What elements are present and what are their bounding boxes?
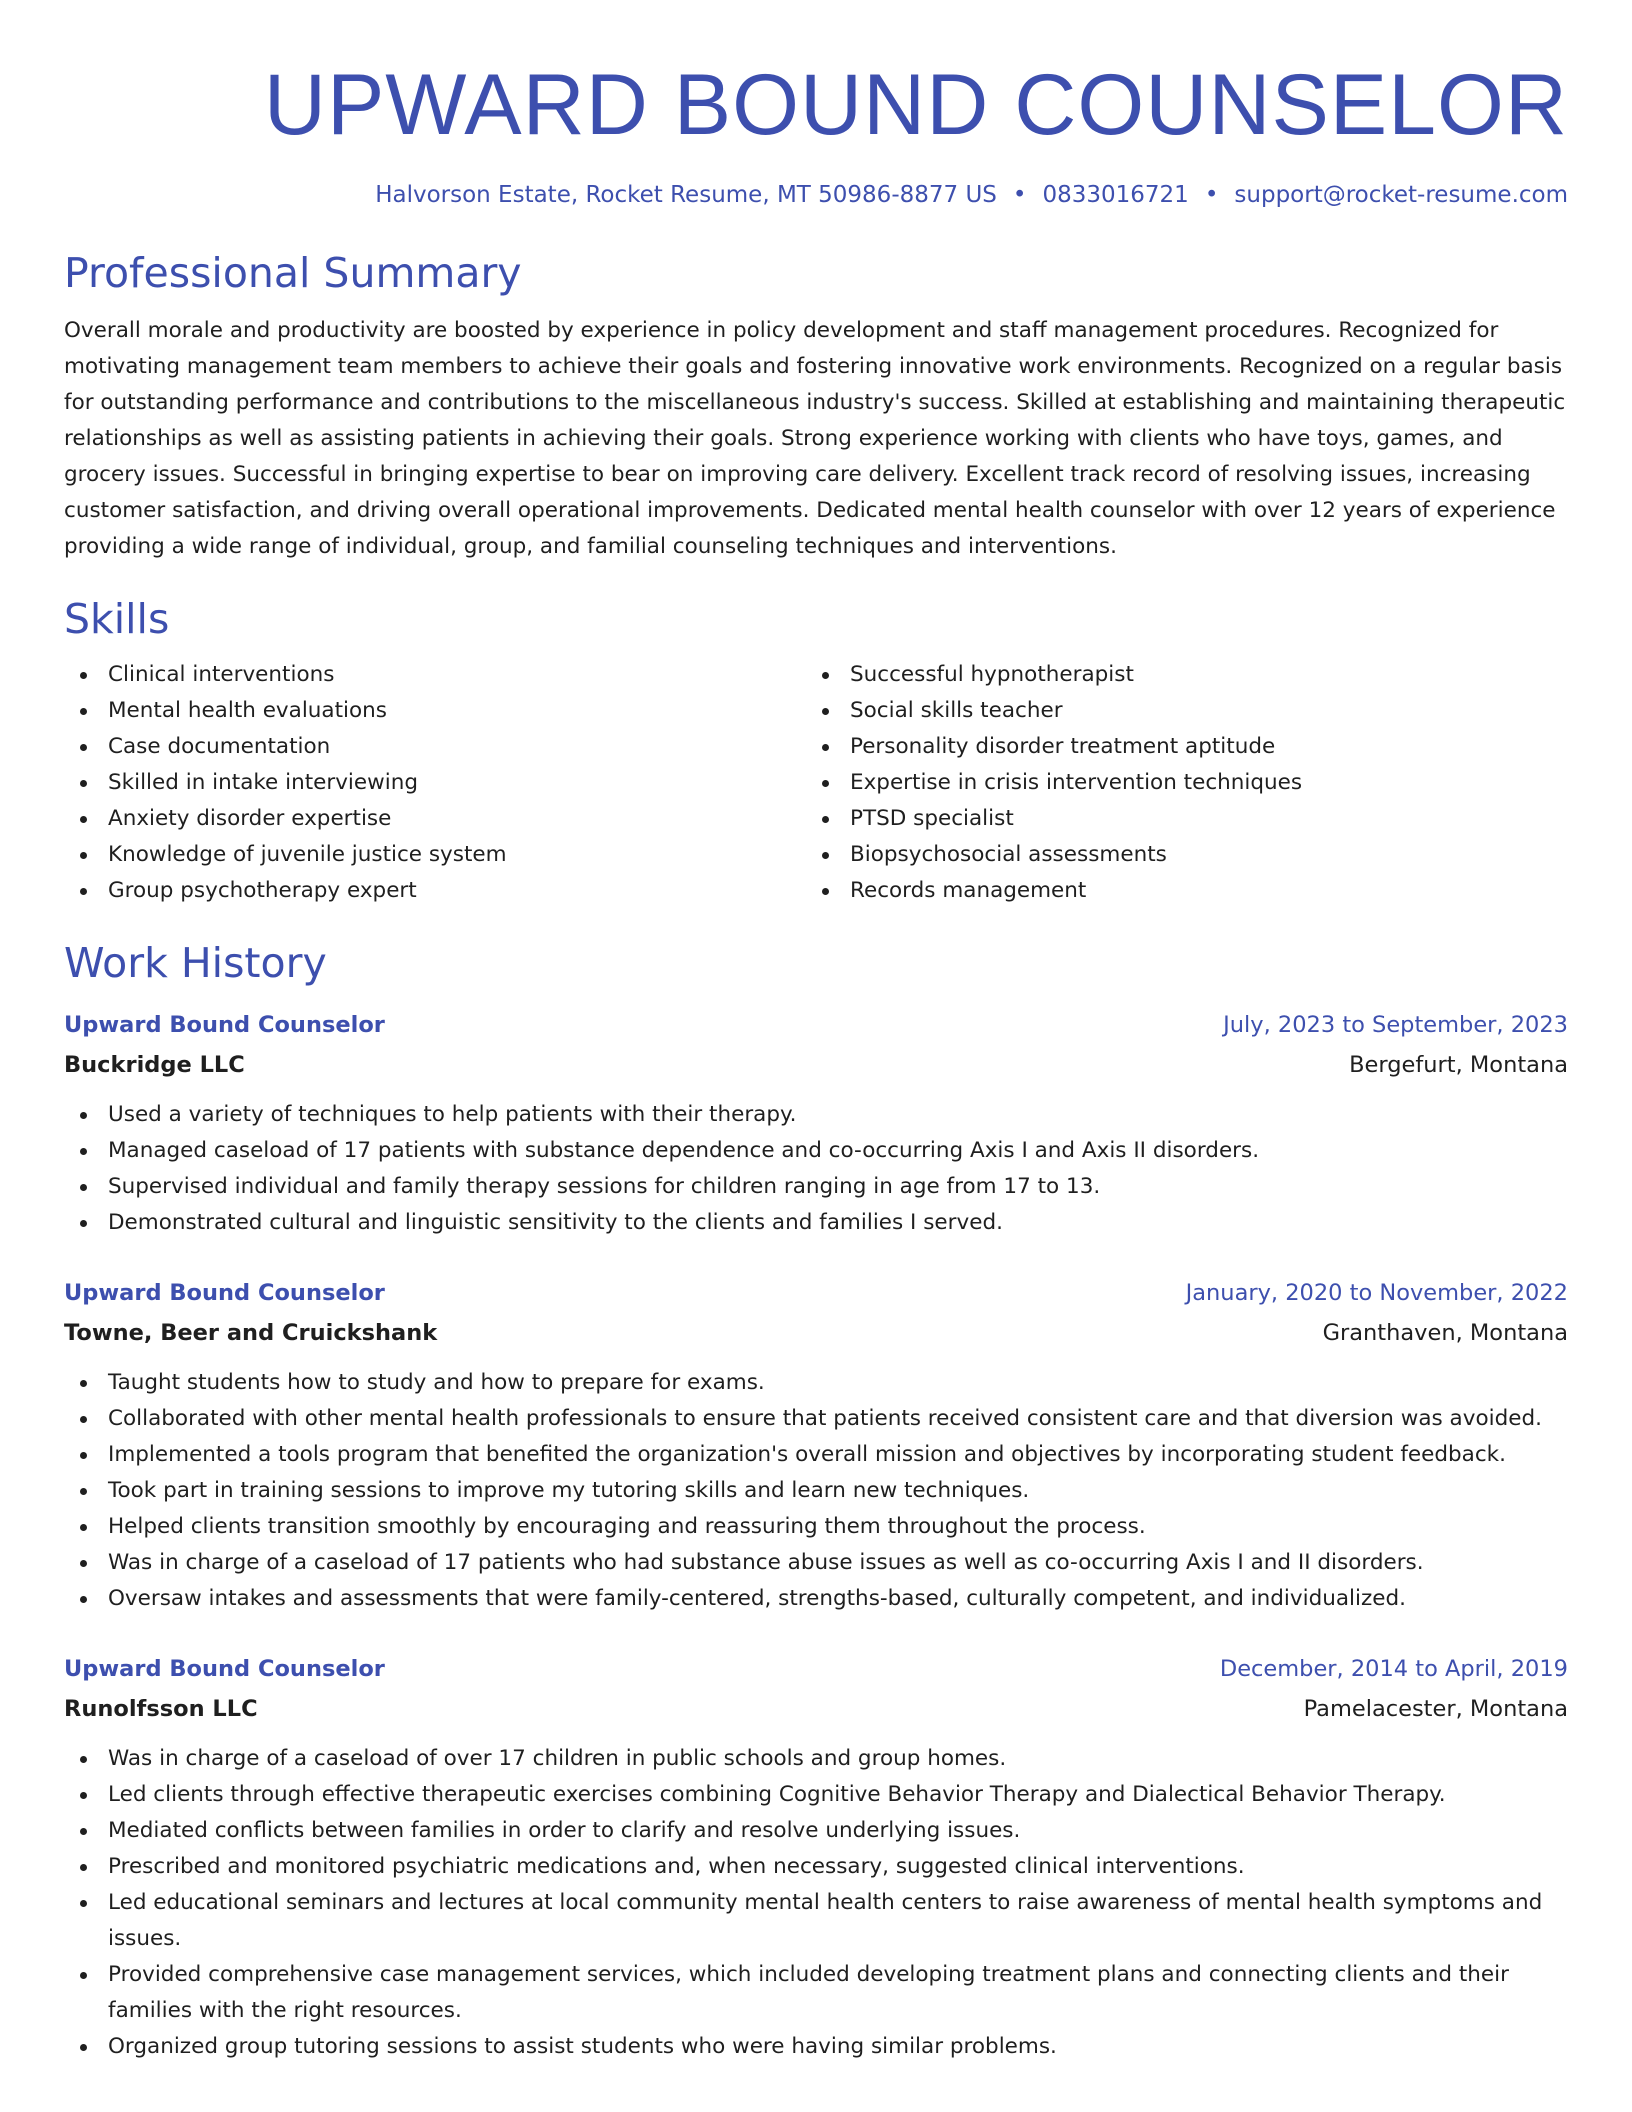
skill-item: Case documentation <box>64 729 806 765</box>
job-title: Upward Bound Counselor <box>64 1656 385 1682</box>
skill-item: Knowledge of juvenile justice system <box>64 837 806 873</box>
job-title: Upward Bound Counselor <box>64 1012 385 1038</box>
job-employer-row <box>64 1043 1568 1083</box>
job-location: Bergefurt, Montana <box>1349 1052 1568 1078</box>
job-bullet: Organized group tutoring sessions to assist students who were having similar problems. <box>64 2029 1568 2065</box>
skill-item: Clinical interventions <box>64 657 806 693</box>
contact-line <box>64 179 1568 211</box>
job-company: Towne, Beer and Cruickshank <box>64 1320 438 1346</box>
job-entry <box>64 1007 1568 1241</box>
skill-item: Skilled in intake interviewing <box>64 765 806 801</box>
skills-heading: Skills <box>64 595 170 643</box>
job-bullet: Taught students how to study and how to prepare for exams. <box>64 1365 1568 1401</box>
job-location: Granthaven, Montana <box>1322 1320 1568 1346</box>
skill-item: Anxiety disorder expertise <box>64 801 806 837</box>
job-dates: July, 2023 to September, 2023 <box>1223 1012 1568 1038</box>
job-dates: December, 2014 to April, 2019 <box>1219 1656 1568 1682</box>
skill-item: Records management <box>806 873 1548 909</box>
job-bullet: Led clients through effective therapeutic exercises combining Cognitive Behavior Therapy and Dialectical Behavior Therapy. <box>64 1777 1568 1813</box>
job-bullet: Helped clients transition smoothly by encouraging and reassuring them throughout the process. <box>64 1509 1568 1545</box>
job-company: Buckridge LLC <box>64 1052 245 1078</box>
job-bullet: Used a variety of techniques to help patients with their therapy. <box>64 1097 1568 1133</box>
contact-email[interactable]: support@rocket-resume.com <box>1234 182 1568 208</box>
skill-item: Biopsychosocial assessments <box>806 837 1548 873</box>
job-bullet: Took part in training sessions to improve my tutoring skills and learn new techniques. <box>64 1473 1568 1509</box>
job-bullet-list <box>64 1097 1568 1241</box>
job-header-row <box>64 1651 1568 1687</box>
contact-separator: • <box>1012 182 1027 208</box>
job-company: Runolfsson LLC <box>64 1696 258 1722</box>
job-header-row <box>64 1275 1568 1311</box>
job-header-row <box>64 1007 1568 1043</box>
skill-item: Personality disorder treatment aptitude <box>806 729 1548 765</box>
skill-item: PTSD specialist <box>806 801 1548 837</box>
summary-heading: Professional Summary <box>64 249 522 297</box>
skills-grid <box>64 657 1568 909</box>
job-bullet: Collaborated with other mental health professionals to ensure that patients received consistent care and that diversion was avoided. <box>64 1401 1568 1437</box>
job-bullet: Was in charge of a caseload of 17 patients who had substance abuse issues as well as co-occurring Axis I and II disorders. <box>64 1545 1568 1581</box>
job-bullet: Supervised individual and family therapy sessions for children ranging in age from 17 to 13. <box>64 1169 1568 1205</box>
skill-item: Social skills teacher <box>806 693 1548 729</box>
contact-address: Halvorson Estate, Rocket Resume, MT 50986-8877 US <box>375 182 997 208</box>
contact-separator: • <box>1204 182 1219 208</box>
job-entry <box>64 1275 1568 1617</box>
job-location: Pamelacester, Montana <box>1303 1696 1568 1722</box>
job-bullet: Managed caseload of 17 patients with substance dependence and co-occurring Axis I and Axis II disorders. <box>64 1133 1568 1169</box>
skills-list-left <box>64 657 806 909</box>
job-bullet: Oversaw intakes and assessments that were family-centered, strengths-based, culturally competent, and individualized. <box>64 1581 1568 1617</box>
job-bullet: Provided comprehensive case management services, which included developing treatment plans and connecting clients and their families with the right resources. <box>64 1957 1568 2029</box>
job-bullet: Mediated conflicts between families in order to clarify and resolve underlying issues. <box>64 1813 1568 1849</box>
job-bullet: Prescribed and monitored psychiatric medications and, when necessary, suggested clinical interventions. <box>64 1849 1568 1885</box>
skill-item: Expertise in crisis intervention techniques <box>806 765 1548 801</box>
skill-item: Successful hypnotherapist <box>806 657 1548 693</box>
job-bullet-list <box>64 1365 1568 1617</box>
job-dates: January, 2020 to November, 2022 <box>1185 1280 1568 1306</box>
resume-page <box>64 0 1568 2065</box>
contact-phone: 0833016721 <box>1042 182 1189 208</box>
skills-list-right <box>806 657 1548 909</box>
skill-item: Group psychotherapy expert <box>64 873 806 909</box>
summary-text: Overall morale and productivity are boosted by experience in policy development and staff management procedures. Recognized for motivating management team members to achieve their goals and fostering innovative work environments. Recognized on a regular basis for outstanding performance and contributions to the miscellaneous industry's success. Skilled at establishing and maintaining therapeutic relationships as well as assisting patients in achieving their goals. Strong experience working with clients who have toys, games, and grocery issues. Successful in bringing expertise to bear on improving care delivery. Excellent track record of resolving issues, increasing customer satisfaction, and driving overall operational improvements. Dedicated mental health counselor with over 12 years of experience providing a wide range of individual, group, and familial counseling techniques and interventions. <box>64 318 1566 559</box>
job-bullet: Was in charge of a caseload of over 17 children in public schools and group homes. <box>64 1741 1568 1777</box>
job-bullet: Led educational seminars and lectures at local community mental health centers to raise awareness of mental health symptoms and issues. <box>64 1885 1568 1957</box>
job-employer-row <box>64 1311 1568 1351</box>
job-bullet: Implemented a tools program that benefited the organization's overall mission and objectives by incorporating student feedback. <box>64 1437 1568 1473</box>
job-employer-row <box>64 1687 1568 1727</box>
job-title: Upward Bound Counselor <box>64 1280 385 1306</box>
job-bullet: Demonstrated cultural and linguistic sensitivity to the clients and families I served. <box>64 1205 1568 1241</box>
work-history-heading: Work History <box>64 939 327 987</box>
job-entry <box>64 1651 1568 2065</box>
job-bullet-list <box>64 1741 1568 2065</box>
resume-title: UPWARD BOUND COUNSELOR <box>263 57 1568 153</box>
skill-item: Mental health evaluations <box>64 693 806 729</box>
